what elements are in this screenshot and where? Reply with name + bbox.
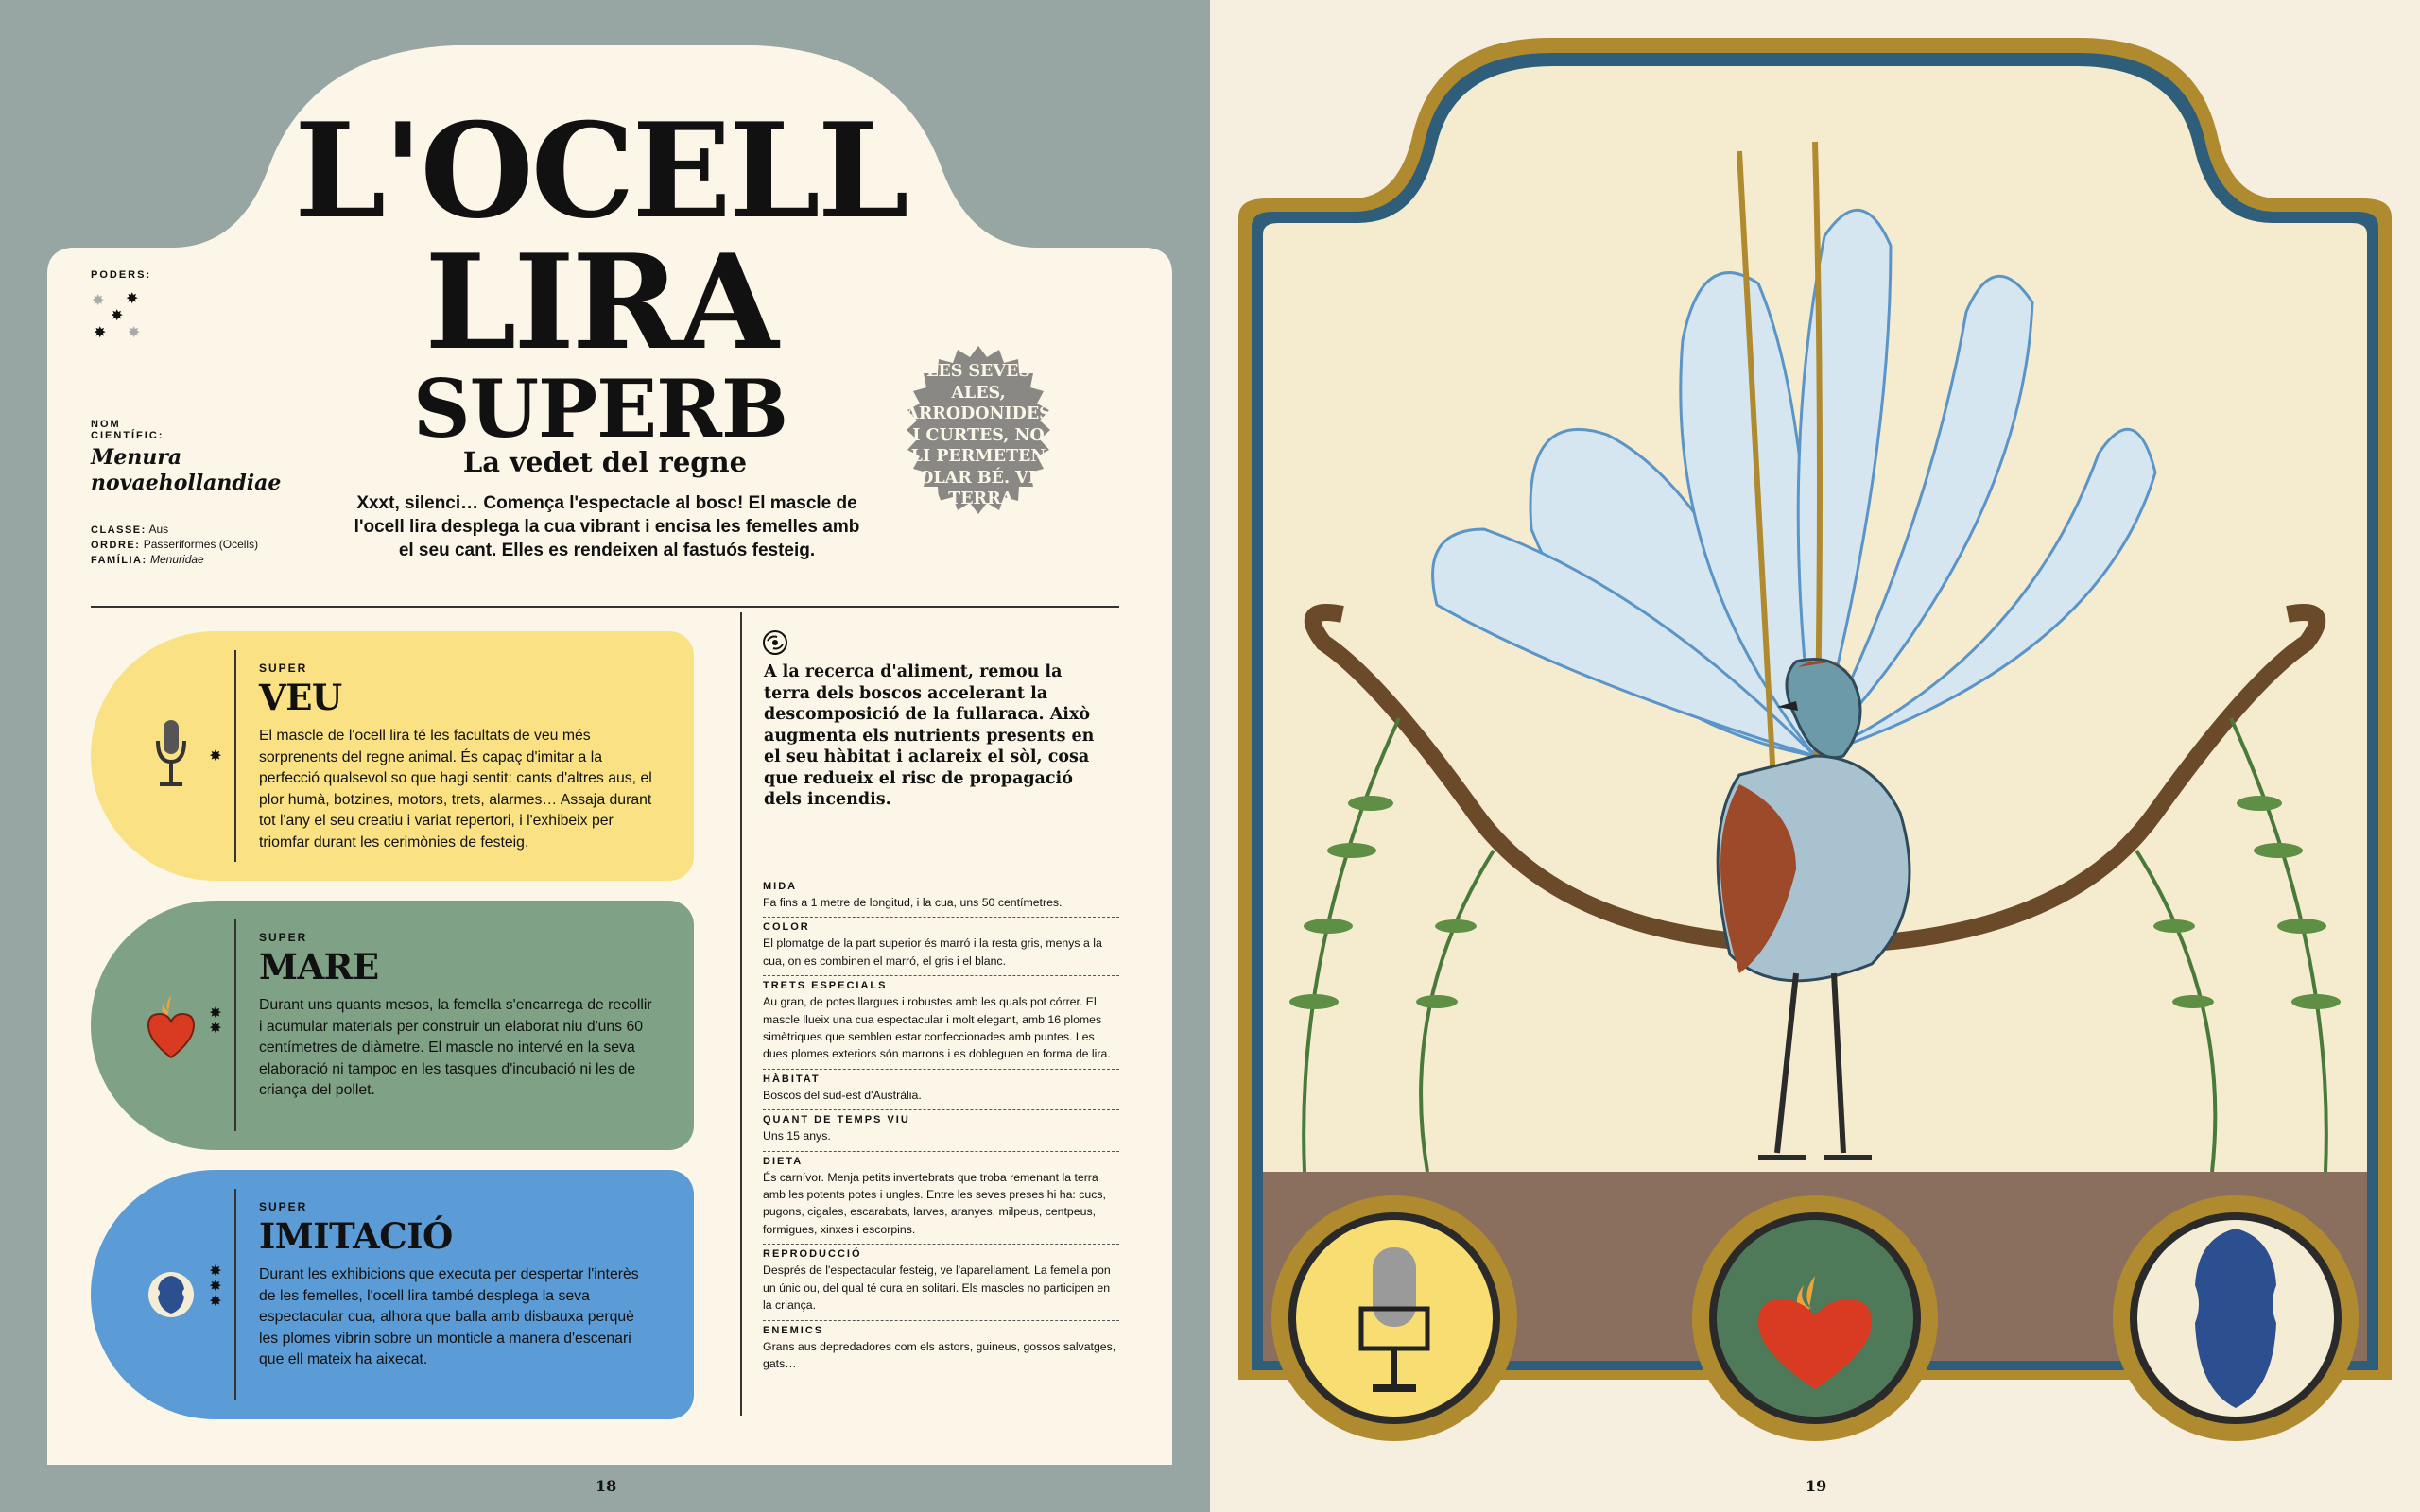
power-text: Durant les exhibicions que executa per despertar l'interès de les femelles, l'ocell lira també desplega la seva espectacular cua, alhora que balla amb disbauxa perquè les plomes vibrin sobre un monticle a manera d'escenari que ell mateix ha aixecat. <box>259 1266 639 1367</box>
globe-recycle-icon <box>762 629 788 656</box>
sci-label-1: NOM <box>91 419 121 430</box>
power-text: Durant uns quants mesos, la femella s'encarrega de recollir i acumular materials per construir un elaborat niu d'uns 60 centímetres de diàmetre. El mascle no intervé en la seva elaboració ni tampoc en les tasques d'incubació ni les de criança del pollet. <box>259 997 652 1098</box>
power-name: IMITACIÓ <box>259 1215 453 1257</box>
info-row: TRETS ESPECIALS Au gran, de potes llargues i robustes amb les quals pot córrer. El mascle llueix una cua espectacular i molt elegant, amb 16 plomes simètriques que semblen estar confeccionades amb puntes. Les dues plomes exteriors són marrons i es dobleguen en forma de lira. <box>763 976 1119 1070</box>
taxonomy-row: CLASSE: Aus <box>91 523 169 536</box>
info-row: COLOR El plomatge de la part superior és marró i la resta gris, menys a la cua, on es combinen el marró, el gris i el blanc. <box>763 918 1119 976</box>
power-super-label: SUPER <box>259 662 308 675</box>
fact-text: A la recerca d'aliment, remou la terra dels boscos accelerant la descomposició de la fullaraca. Això augmenta els nutrients presents en el seu hàbitat i aclareix el sòl, cosa que redueix el risc de propagació dels incendis. <box>764 662 1095 809</box>
power-name: MARE <box>259 946 379 988</box>
subtitle: La vedet del regne <box>462 446 748 478</box>
info-row: DIETA És carnívor. Menja petits invertebrats que troba remenant la terra amb les potents potes i ungles. Entre les seves preses hi ha: cucs, pugons, cigales, escarabats, larves, aranyes, milpeus, centpeus, formigues, xinxes i escorpins. <box>763 1152 1119 1246</box>
power-stars: ✸ ✸ <box>209 1005 222 1037</box>
power-super-label: SUPER <box>259 931 308 944</box>
info-row: ENEMICS Grans aus depredadores com els astors, guineus, gossos salvatges, gats… <box>763 1324 1116 1370</box>
title-line-1: L'OCELL <box>294 94 907 248</box>
power-stars: ✸ ✸ ✸ <box>209 1263 222 1310</box>
info-row: QUANT DE TEMPS VIU Uns 15 anys. <box>763 1110 1119 1151</box>
taxonomy <box>91 523 258 568</box>
info-row: REPRODUCCIÓ Després de l'espectacular festeig, ve l'aparellament. La femella pon un únic ou, del qual té cura en solitari. Els mascles no participen en la criança. <box>763 1245 1119 1320</box>
power-card-veu <box>91 631 694 881</box>
card-divider <box>234 1189 236 1400</box>
page-number-right: 19 <box>1806 1477 1827 1495</box>
column-divider <box>740 612 742 1416</box>
page-title <box>293 94 908 455</box>
svg-text:✸: ✸ <box>126 291 139 307</box>
superb-lyrebird-illustration <box>1210 0 2420 1512</box>
title-line-2: LIRA <box>424 225 776 379</box>
taxonomy-row: ORDRE: Passeriformes (Ocells) <box>91 538 259 551</box>
medallion-microphone <box>1271 1195 1517 1441</box>
power-stars: ✸ <box>209 748 222 765</box>
power-text: El mascle de l'ocell lira té les facultats de veu més sorprenents del regne animal. És capaç d'imitar a la perfecció qualsevol so que hagi sentit: cants d'altres aus, el plor humà, botzines, motors, trets, alarmes… Assaja durant tot l'any el seu creatiu i variat repertori, i l'exhibeix per triomfar durant les cerimònies de festeig. <box>259 728 652 850</box>
medallion-heart <box>1692 1195 1938 1441</box>
intro-text: Xxxt, silenci… Comença l'espectacle al bosc! El mascle de l'ocell lira desplega la cua vibrant i encisa les femelles amb el seu cant. Elles es rendeixen al fastuós festeig. <box>354 493 860 560</box>
power-card-mare <box>91 901 694 1150</box>
card-divider <box>234 650 236 862</box>
divider <box>91 606 1119 608</box>
sci-name-1: Menura <box>91 445 182 470</box>
power-name: VEU <box>259 677 342 718</box>
taxonomy-row: FAMÍLIA: Menuridae <box>91 553 204 566</box>
medallion-faces <box>2113 1195 2359 1441</box>
scientific-name-block <box>91 419 280 496</box>
page-number-left: 18 <box>596 1477 617 1495</box>
title-line-3: SUPERB <box>413 362 787 455</box>
card-divider <box>234 919 236 1131</box>
svg-text:✸: ✸ <box>128 325 141 341</box>
svg-text:✸: ✸ <box>94 325 107 341</box>
powers-stars-icon <box>90 288 156 345</box>
info-row: HÀBITAT Boscos del sud-est d'Austràlia. <box>763 1070 1119 1110</box>
scientific-name <box>91 445 280 496</box>
info-table <box>763 877 1119 1378</box>
info-row: MIDA Fa fins a 1 metre de longitud, i la cua, uns 50 centímetres. <box>763 877 1119 918</box>
svg-text:✸: ✸ <box>92 293 105 309</box>
powers-label: PODERS: <box>91 269 152 281</box>
power-card-imitacio <box>91 1170 694 1419</box>
power-super-label: SUPER <box>259 1200 308 1213</box>
badge-text: LES SEVES ALES, ARRODONIDES I CURTES, NO LI PERMETEN VOLAR BÉ. VIU A TERRA I DORM ALS ARBRES. <box>906 362 1051 551</box>
sci-name-2: novaehollandiae <box>91 471 282 495</box>
svg-text:✸: ✸ <box>111 308 124 324</box>
sci-label-2: CIENTÍFIC: <box>91 430 164 441</box>
